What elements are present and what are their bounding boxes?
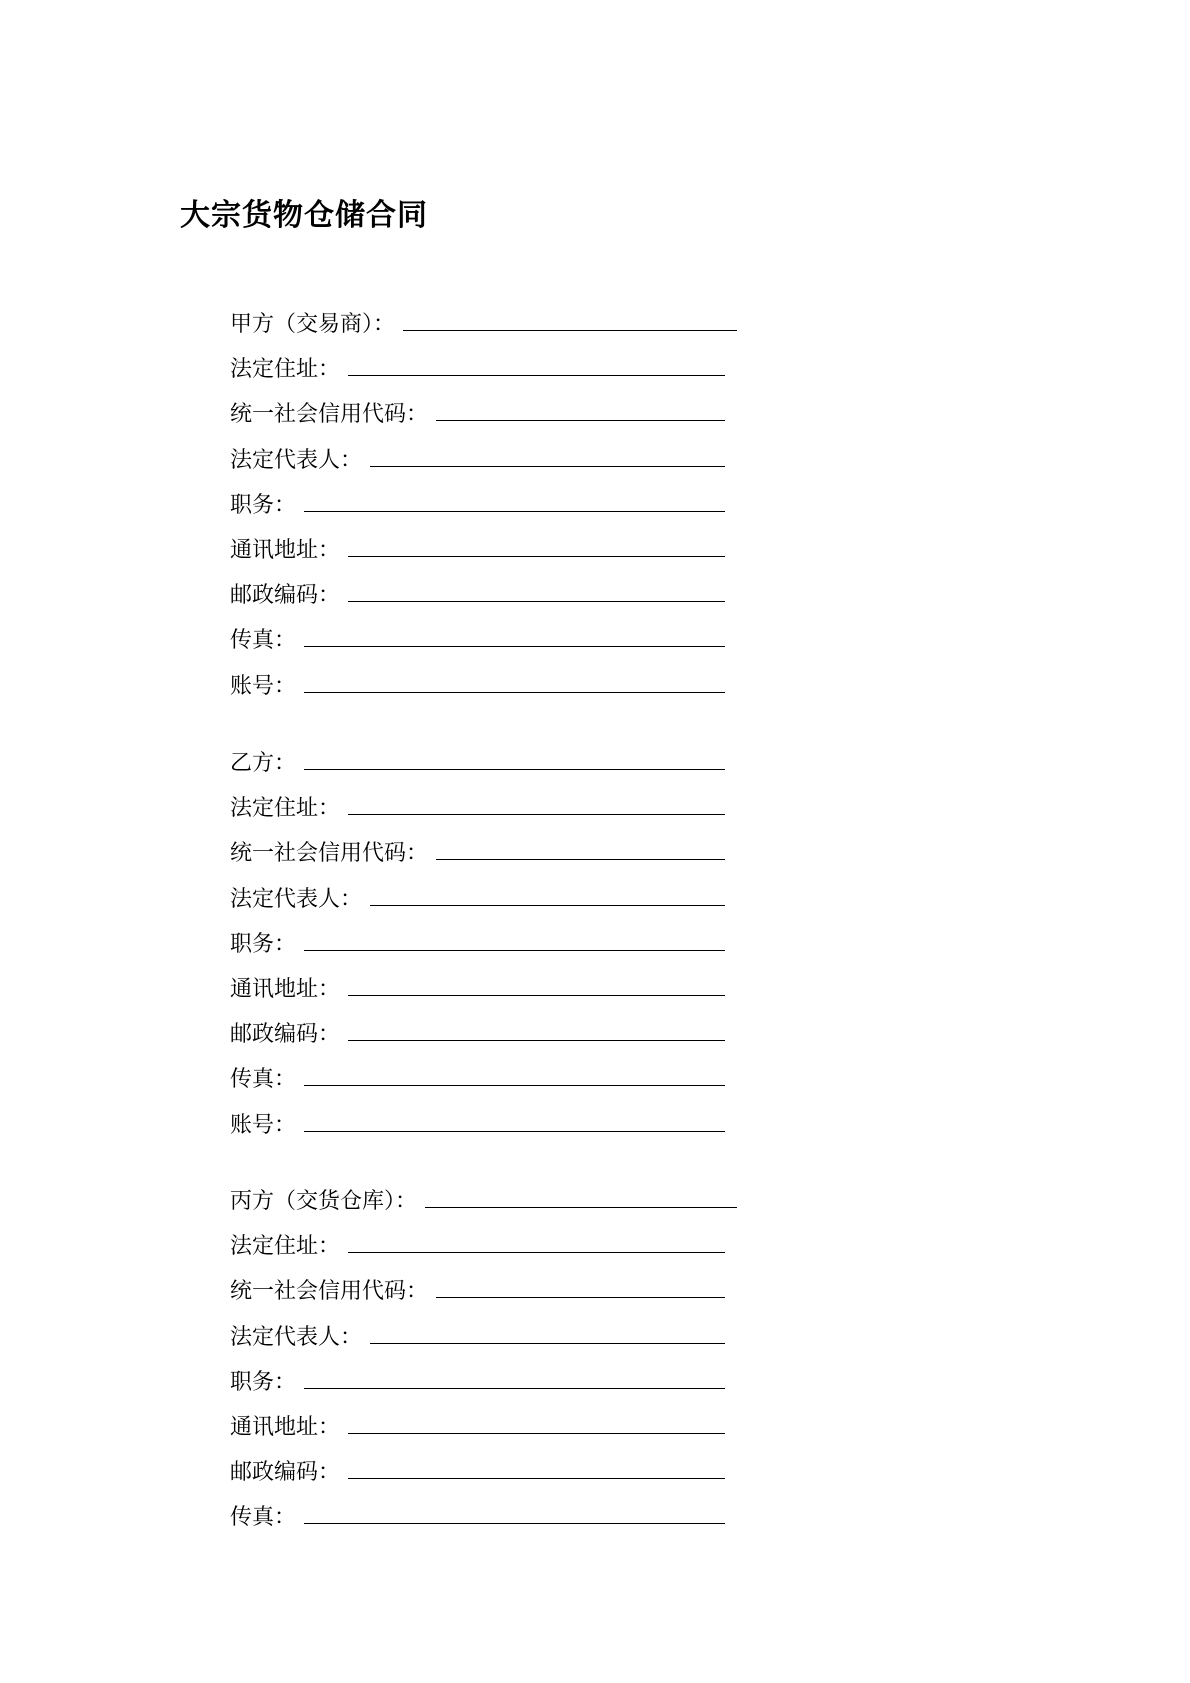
- field-label: 统一社会信用代码：: [230, 1279, 429, 1304]
- field-row: [230, 477, 750, 522]
- field-row: [230, 1263, 750, 1308]
- fill-in-blank-line[interactable]: [348, 814, 725, 815]
- field-label: 法定代表人：: [230, 887, 363, 912]
- field-label: 法定住址：: [230, 357, 341, 382]
- field-row: [230, 780, 750, 825]
- fill-in-blank-line[interactable]: [348, 601, 725, 602]
- field-row: [230, 1006, 750, 1051]
- field-label: 邮政编码：: [230, 583, 341, 608]
- fill-in-blank-line[interactable]: [348, 995, 725, 996]
- fill-in-blank-line[interactable]: [348, 1478, 725, 1479]
- field-row: [230, 961, 750, 1006]
- field-row: [230, 341, 750, 386]
- field-label: 职务：: [230, 932, 297, 957]
- field-label: 乙方：: [230, 751, 297, 776]
- fill-in-blank-line[interactable]: [348, 1252, 725, 1253]
- field-label: 法定住址：: [230, 796, 341, 821]
- field-row: [230, 567, 750, 612]
- field-row: [230, 1444, 750, 1489]
- field-label: 统一社会信用代码：: [230, 402, 429, 427]
- field-label: 传真：: [230, 628, 297, 653]
- fill-in-blank-line[interactable]: [436, 420, 725, 421]
- field-label: 传真：: [230, 1505, 297, 1530]
- field-row: [230, 1354, 750, 1399]
- fill-in-blank-line[interactable]: [370, 905, 725, 906]
- field-label: 账号：: [230, 1113, 297, 1138]
- field-label: 法定代表人：: [230, 1325, 363, 1350]
- field-label: 甲方（交易商）：: [230, 312, 396, 337]
- fill-in-blank-line[interactable]: [348, 1040, 725, 1041]
- fill-in-blank-line[interactable]: [348, 375, 725, 376]
- fill-in-blank-line[interactable]: [304, 1523, 725, 1524]
- field-row: [230, 1399, 750, 1444]
- field-row: [230, 1051, 750, 1096]
- field-row: [230, 1489, 750, 1534]
- fill-in-blank-line[interactable]: [304, 1131, 725, 1132]
- page-title: 大宗货物仓储合同: [180, 198, 428, 233]
- field-row: [230, 916, 750, 961]
- field-row: [230, 871, 750, 916]
- field-label: 通讯地址：: [230, 977, 341, 1002]
- field-row: [230, 735, 750, 780]
- fill-in-blank-line[interactable]: [304, 769, 725, 770]
- field-row: [230, 386, 750, 431]
- fill-in-blank-line[interactable]: [304, 646, 725, 647]
- fill-in-blank-line[interactable]: [304, 511, 725, 512]
- field-label: 职务：: [230, 493, 297, 518]
- fill-in-blank-line[interactable]: [370, 466, 725, 467]
- fill-in-blank-line[interactable]: [304, 692, 725, 693]
- fill-in-blank-line[interactable]: [425, 1207, 737, 1208]
- field-label: 通讯地址：: [230, 538, 341, 563]
- field-row: [230, 1097, 750, 1142]
- fill-in-blank-line[interactable]: [348, 556, 725, 557]
- field-label: 职务：: [230, 1370, 297, 1395]
- fill-in-blank-line[interactable]: [436, 1297, 725, 1298]
- field-label: 通讯地址：: [230, 1415, 341, 1440]
- fill-in-blank-line[interactable]: [436, 859, 725, 860]
- fill-in-blank-line[interactable]: [304, 950, 725, 951]
- field-row: [230, 296, 750, 341]
- field-row: [230, 658, 750, 703]
- field-row: [230, 432, 750, 477]
- field-label: 传真：: [230, 1067, 297, 1092]
- field-label: 邮政编码：: [230, 1022, 341, 1047]
- field-label: 丙方（交货仓库）：: [230, 1189, 418, 1214]
- field-row: [230, 825, 750, 870]
- field-row: [230, 1173, 750, 1218]
- fill-in-blank-line[interactable]: [304, 1085, 725, 1086]
- fill-in-blank-line[interactable]: [304, 1388, 725, 1389]
- field-label: 账号：: [230, 674, 297, 699]
- fill-in-blank-line[interactable]: [370, 1343, 725, 1344]
- field-label: 邮政编码：: [230, 1460, 341, 1485]
- fill-in-blank-line[interactable]: [403, 330, 737, 331]
- field-row: [230, 1309, 750, 1354]
- field-row: [230, 522, 750, 567]
- field-row: [230, 612, 750, 657]
- field-label: 法定代表人：: [230, 448, 363, 473]
- field-row: [230, 1218, 750, 1263]
- field-label: 统一社会信用代码：: [230, 841, 429, 866]
- field-label: 法定住址：: [230, 1234, 341, 1259]
- fill-in-blank-line[interactable]: [348, 1433, 725, 1434]
